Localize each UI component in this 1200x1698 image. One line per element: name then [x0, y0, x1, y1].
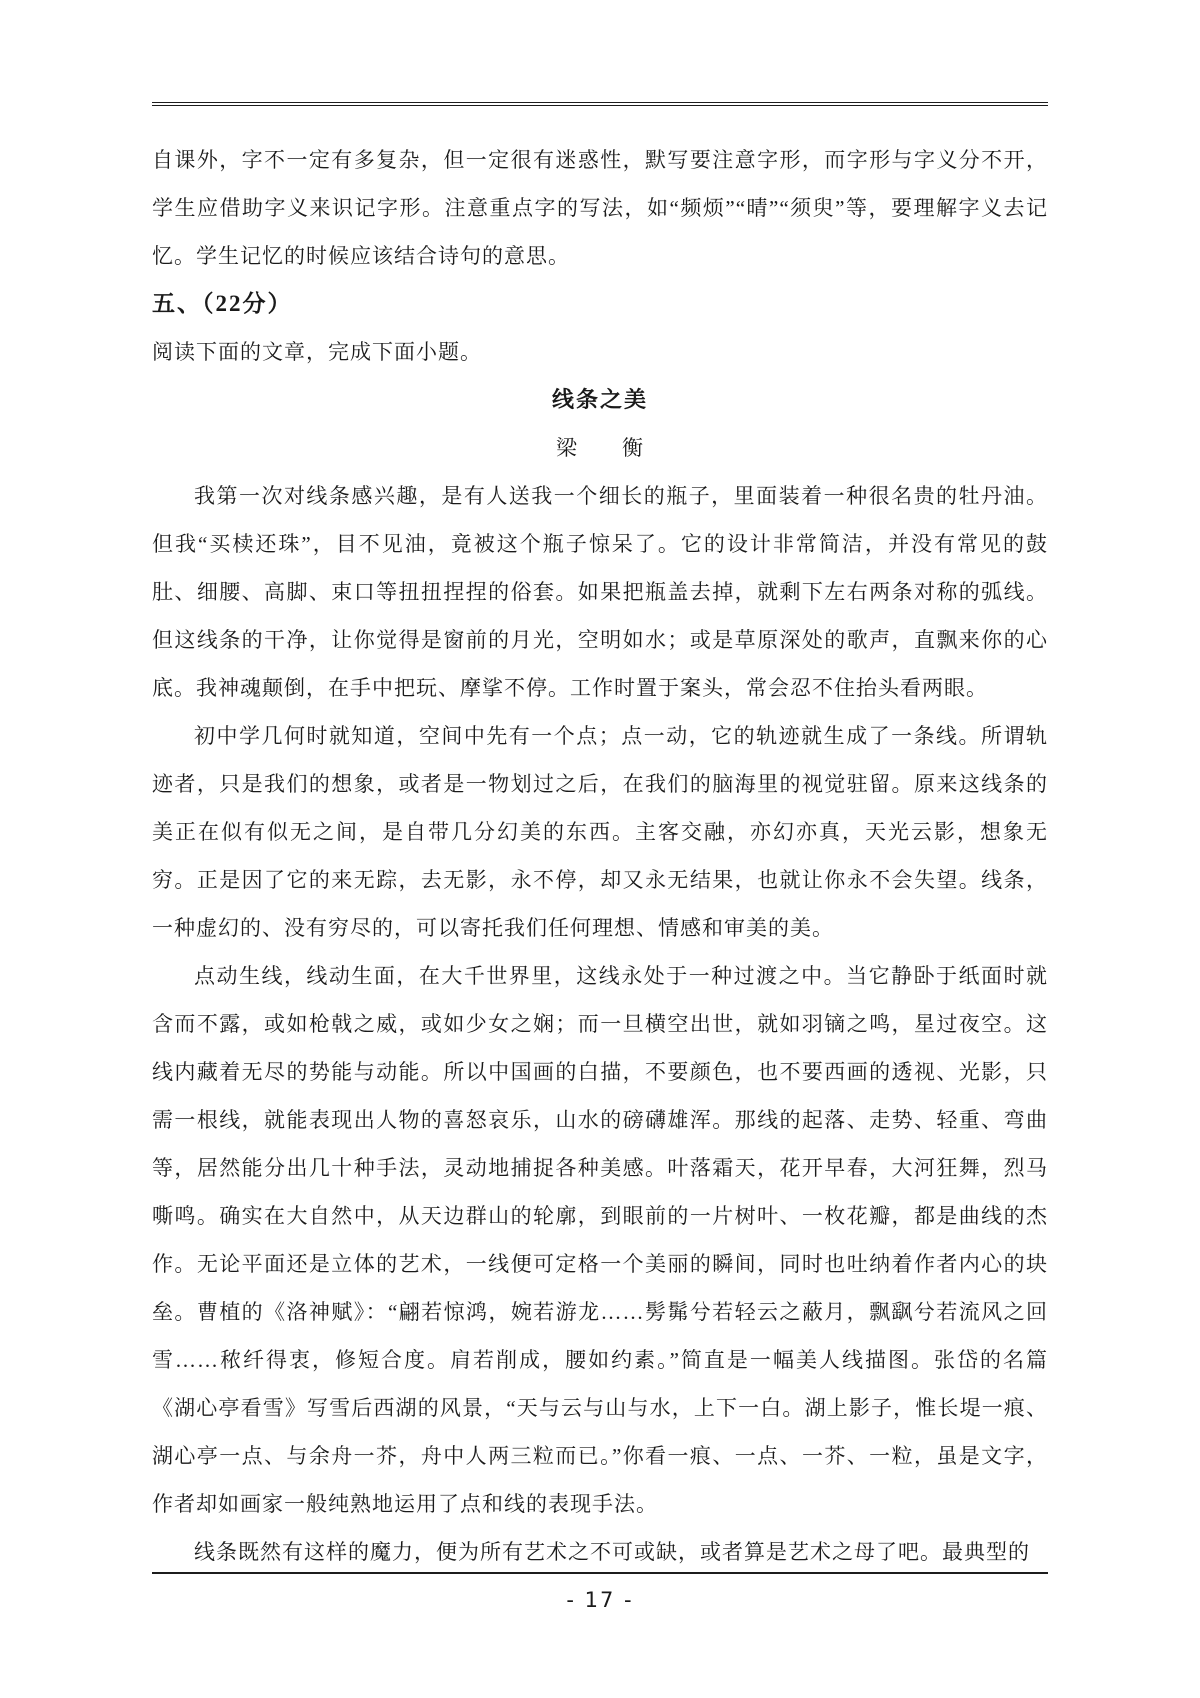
page-content: [152, 0, 1048, 1576]
essay-paragraph-1: 我第一次对线条感兴趣，是有人送我一个细长的瓶子，里面装着一种很名贵的牡丹油。但我“买椟还珠”，目不见油，竟被这个瓶子惊呆了。它的设计非常简洁，并没有常见的鼓肚、细腰、高脚、束口等扭扭捏捏的俗套。如果把瓶盖去掉，就剩下左右两条对称的弧线。但这线条的干净，让你觉得是窗前的月光，空明如水；或是草原深处的歌声，直飘来你的心底。我神魂颠倒，在手中把玩、摩挲不停。工作时置于案头，常会忍不住抬头看两眼。: [152, 484, 1048, 700]
essay-author: 梁 衡: [556, 436, 644, 460]
essay-paragraph-4: 线条既然有这样的魔力，便为所有艺术之不可或缺，或者算是艺术之母了吧。最典型的: [194, 1540, 1030, 1564]
essay-title: 线条之美: [551, 387, 648, 412]
essay-paragraph-2: 初中学几何时就知道，空间中先有一个点；点一动，它的轨迹就生成了一条线。所谓轨迹者，只是我们的想象，或者是一物划过之后，在我们的脑海里的视觉驻留。原来这线条的美正在似有似无之间，是自带几分幻美的东西。主客交融，亦幻亦真，天光云影，想象无穷。正是因了它的来无踪，去无影，永不停，却又永无结果，也就让你永不会失望。线条，一种虚幻的、没有穷尽的，可以寄托我们任何理想、情感和审美的美。: [152, 724, 1048, 940]
essay-paragraph-3: 点动生线，线动生面，在大千世界里，这线永处于一种过渡之中。当它静卧于纸面时就含而不露，或如枪戟之威，或如少女之娴；而一旦横空出世，就如羽镝之鸣，星过夜空。这线内藏着无尽的势能与动能。所以中国画的白描，不要颜色，也不要西画的透视、光影，只需一根线，就能表现出人物的喜怒哀乐，山水的磅礴雄浑。那线的起落、走势、轻重、弯曲等，居然能分出几十种手法，灵动地捕捉各种美感。叶落霜天，花开早春，大河狂舞，烈马嘶鸣。确实在大自然中，从天边群山的轮廓，到眼前的一片树叶、一枚花瓣，都是曲线的杰作。无论平面还是立体的艺术，一线便可定格一个美丽的瞬间，同时也吐纳着作者内心的块垒。曹植的《洛神赋》：“翩若惊鸿，婉若游龙……髣髴兮若轻云之蔽月，飘飖兮若流风之回雪……秾纤得衷，修短合度。肩若削成，腰如约素。”简直是一幅美人线描图。张岱的名篇《湖心亭看雪》写雪后西湖的风景，“天与云与山与水，上下一白。湖上影子，惟长堤一痕、湖心亭一点、与余舟一芥，舟中人两三粒而已。”你看一痕、一点、一芥、一粒，虽是文字，作者却如画家一般纯熟地运用了点和线的表现手法。: [152, 964, 1048, 1516]
section-heading: 五、（22分）: [152, 291, 293, 316]
page-number: - 17 -: [566, 1588, 634, 1612]
footer-divider: [152, 1572, 1048, 1574]
continuation-paragraph: 自课外，字不一定有多复杂，但一定很有迷惑性，默写要注意字形，而字形与字义分不开，学生应借助字义来识记字形。注意重点字的写法，如“频烦”“晴”“须臾”等，要理解字义去记忆。学生记忆的时候应该结合诗句的意思。: [152, 148, 1048, 268]
header-divider: [152, 102, 1048, 106]
reading-instruction: 阅读下面的文章，完成下面小题。: [152, 340, 482, 364]
